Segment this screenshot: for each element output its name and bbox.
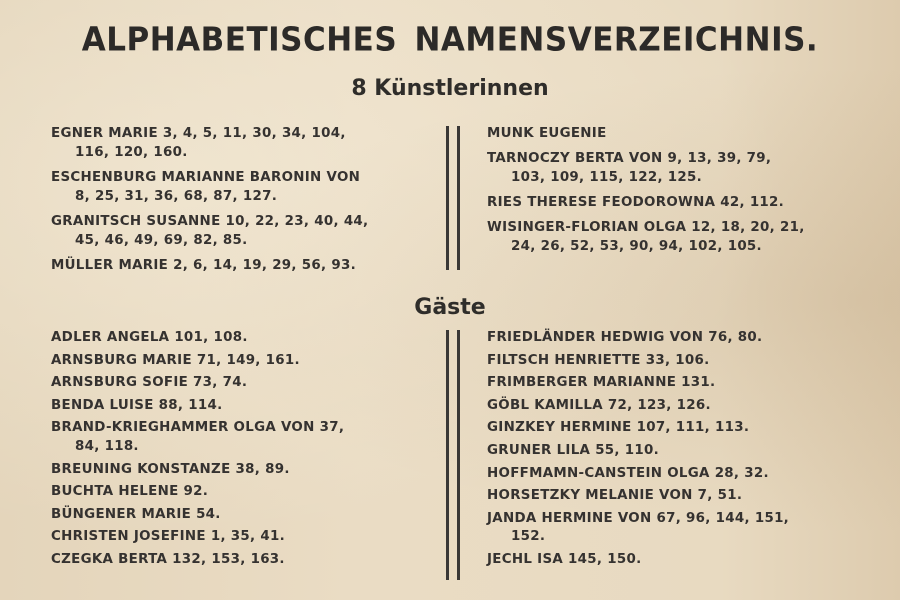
entry-refs: 42, 112. <box>720 195 785 210</box>
entry-refs-continued: 8, 25, 31, 36, 68, 87, 127. <box>75 189 278 204</box>
entry-name: FRIMBERGER MARIANNE <box>487 375 677 391</box>
index-entry <box>51 551 446 570</box>
entry-refs: 12, 18, 20, 21, <box>691 220 805 235</box>
entry-name: FILTSCH HENRIETTE <box>487 352 641 368</box>
entry-refs: 7, 51. <box>697 488 743 504</box>
index-entry <box>487 374 882 393</box>
entry-name: ARNSBURG MARIE <box>51 352 192 368</box>
entry-refs: 55, 110. <box>595 442 660 458</box>
index-entry <box>487 510 882 547</box>
index-entry <box>487 218 882 256</box>
column-divider <box>446 126 457 270</box>
entry-refs: 73, 74. <box>193 375 248 391</box>
index-entry <box>51 483 446 502</box>
entry-name: GRUNER LILA <box>487 442 591 458</box>
entry-name: BUCHTA HELENE <box>51 484 179 500</box>
entry-name: MUNK EUGENIE <box>487 126 607 141</box>
entry-refs-continued: 116, 120, 160. <box>75 145 188 160</box>
entry-refs: 33, 106. <box>645 352 710 368</box>
entry-name: GRANITSCH SUSANNE <box>51 214 221 229</box>
entry-name: GINZKEY HERMINE <box>487 420 632 436</box>
index-entry <box>487 487 882 506</box>
entry-name: HORSETZKY MELANIE VON <box>487 488 693 504</box>
section-heading-artists: 8 Künstlerinnen <box>351 76 549 101</box>
page-title: ALPHABETISCHES NAMENSVERZEICHNIS. <box>81 21 819 59</box>
index-entry <box>51 329 446 348</box>
index-entry <box>487 419 882 438</box>
entry-refs: 67, 96, 144, 151, <box>656 510 790 526</box>
entry-name: GÖBL KAMILLA <box>487 397 603 413</box>
entry-refs: 92. <box>183 484 209 500</box>
artists-left-column <box>51 124 446 281</box>
entry-name: CZEGKA BERTA <box>51 551 168 567</box>
entry-refs: 2, 6, 14, 19, 29, 56, 93. <box>173 258 356 273</box>
entry-refs-continued: 103, 109, 115, 122, 125. <box>511 170 703 185</box>
entry-name: BÜNGENER MARIE <box>51 506 192 522</box>
index-entry <box>51 506 446 525</box>
entry-refs: 88, 114. <box>158 397 223 413</box>
index-entry <box>487 193 882 212</box>
index-entry <box>51 461 446 480</box>
index-entry <box>487 551 882 570</box>
entry-name: BRAND-KRIEGHAMMER OLGA VON <box>51 420 315 436</box>
guests-left-column <box>51 329 446 574</box>
entry-refs: 28, 32. <box>714 465 769 481</box>
entry-refs: 9, 13, 39, 79, <box>667 151 772 166</box>
entry-name: JANDA HERMINE VON <box>487 510 652 526</box>
column-divider <box>446 330 457 580</box>
entry-name: ADLER ANGELA <box>51 330 170 345</box>
section-heading-guests: Gäste <box>414 295 486 320</box>
entry-name: BREUNING KONSTANZE <box>51 461 231 477</box>
guests-right-column <box>487 329 882 574</box>
entry-refs: 54. <box>196 506 221 522</box>
entry-refs: 131. <box>681 375 716 391</box>
index-entry <box>487 124 882 143</box>
entry-refs: 37, <box>319 420 345 436</box>
entry-refs: 71, 149, 161. <box>196 352 300 368</box>
entry-name: MÜLLER MARIE <box>51 258 169 273</box>
entry-refs-continued: 45, 46, 49, 69, 82, 85. <box>75 233 248 248</box>
entry-name: TARNOCZY BERTA VON <box>487 151 663 166</box>
index-entry <box>487 352 882 371</box>
entry-refs: 1, 35, 41. <box>210 529 286 545</box>
entry-refs-continued: 152. <box>511 529 546 545</box>
entry-name: HOFFMAMN-CANSTEIN OLGA <box>487 465 710 481</box>
entry-refs: 72, 123, 126. <box>607 397 711 413</box>
entry-refs: 10, 22, 23, 40, 44, <box>225 214 369 229</box>
entry-refs: 76, 80. <box>708 330 763 345</box>
entry-refs: 145, 150. <box>568 551 642 567</box>
index-entry <box>51 528 446 547</box>
index-entry <box>51 212 446 250</box>
index-entry <box>51 352 446 371</box>
entry-refs-continued: 24, 26, 52, 53, 90, 94, 102, 105. <box>511 239 762 254</box>
index-entry <box>51 124 446 162</box>
entry-name: JECHL ISA <box>487 551 564 567</box>
entry-name: ARNSBURG SOFIE <box>51 375 189 391</box>
index-entry <box>51 168 446 206</box>
entry-name: RIES THERESE FEODOROWNA <box>487 195 716 210</box>
index-entry <box>51 256 446 275</box>
entry-refs-continued: 84, 118. <box>75 438 139 454</box>
index-entry <box>487 397 882 416</box>
entry-refs: 132, 153, 163. <box>172 551 285 567</box>
index-entry <box>487 465 882 484</box>
index-entry <box>487 149 882 187</box>
entry-name: WISINGER-FLORIAN OLGA <box>487 220 687 235</box>
entry-refs: 3, 4, 5, 11, 30, 34, 104, <box>162 126 346 141</box>
entry-name: CHRISTEN JOSEFINE <box>51 529 206 545</box>
index-entry <box>51 374 446 393</box>
index-entry <box>487 329 882 348</box>
entry-name: FRIEDLÄNDER HEDWIG VON <box>487 330 704 345</box>
entry-name: ESCHENBURG MARIANNE BARONIN VON <box>51 170 361 185</box>
entry-refs: 107, 111, 113. <box>636 420 750 436</box>
index-entry <box>51 397 446 416</box>
entry-name: EGNER MARIE <box>51 126 158 141</box>
index-entry <box>487 442 882 461</box>
entry-name: BENDA LUISE <box>51 397 154 413</box>
entry-refs: 38, 89. <box>235 461 290 477</box>
artists-right-column <box>487 124 882 262</box>
entry-refs: 101, 108. <box>174 330 248 345</box>
index-entry <box>51 419 446 456</box>
